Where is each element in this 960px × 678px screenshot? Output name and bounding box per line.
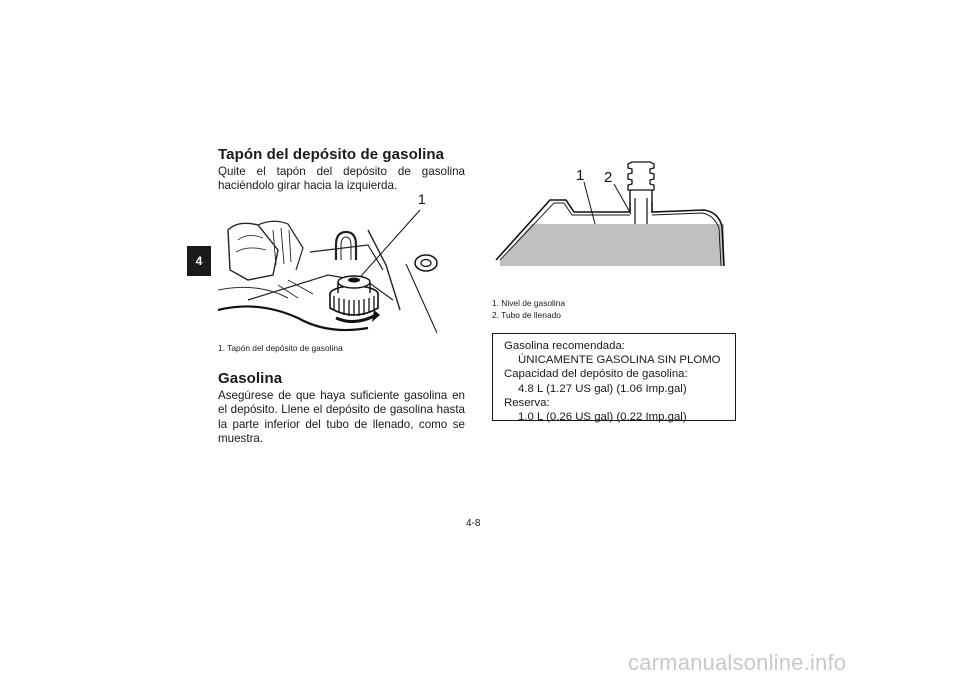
figure2-caption-2: 2. Tubo de llenado [492, 310, 561, 320]
fuel-cap-instructions: Quite el tapón del depósito de gasolina haciéndolo girar hacia la izquierda. [218, 165, 465, 193]
figure1-caption: 1. Tapón del depósito de gasolina [218, 343, 343, 353]
callout-fuel-level: 1 [576, 167, 585, 184]
recommended-fuel-label: Gasolina recomendada: [504, 340, 625, 352]
callout-1: 1 [418, 191, 426, 207]
section-title-fuel-cap: Tapón del depósito de gasolina [218, 146, 445, 163]
recommended-fuel-value: ÚNICAMENTE GASOLINA SIN PLOMO [518, 354, 721, 367]
reserve-value: 1.0 L (0.26 US gal) (0.22 Imp.gal) [518, 411, 687, 424]
fuel-cap-illustration [218, 190, 466, 340]
tank-capacity-value: 4.8 L (1.27 US gal) (1.06 Imp.gal) [518, 382, 687, 395]
tank-capacity-label: Capacidad del depósito de gasolina: [504, 368, 688, 381]
section-title-gasoline: Gasolina [218, 370, 283, 387]
fuel-specifications-box [492, 333, 736, 424]
gasoline-instructions: Asegúrese de que haya suficiente gasolina en el depósito. Llene el depósito de gasolina hasta la parte inferior del tubo de llenado, como se muestra. [218, 389, 465, 446]
page-number: 4-8 [466, 518, 481, 529]
figure2-caption-1: 1. Nivel de gasolina [492, 298, 566, 308]
chapter-tab: 4 [187, 246, 211, 276]
callout-filler-tube: 2 [604, 169, 613, 186]
fuel-level-illustration [492, 160, 738, 270]
watermark: carmanualsonline.info [628, 650, 847, 675]
reserve-label: Reserva: [504, 396, 550, 409]
